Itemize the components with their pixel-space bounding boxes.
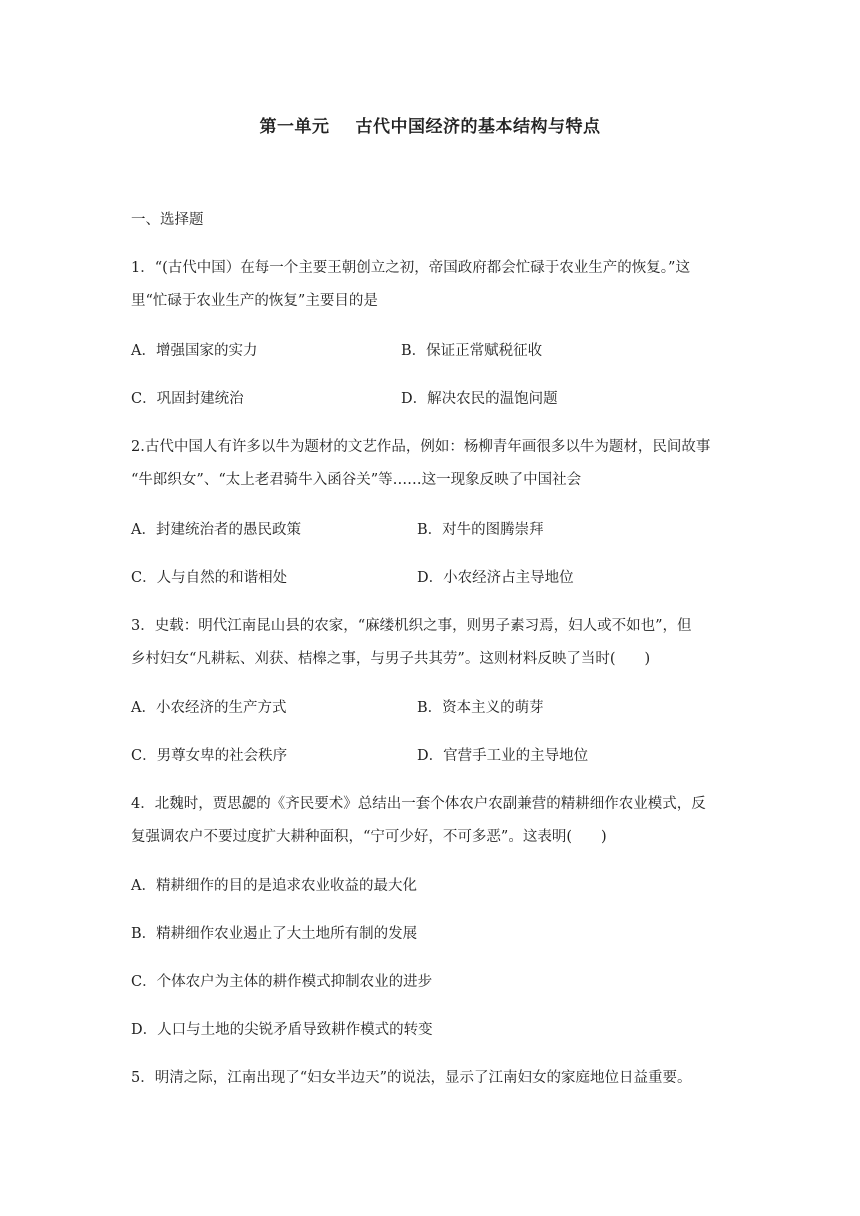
question-4-option-b: B．精耕细作农业遏止了大土地所有制的发展 [131,926,418,942]
question-2-option-a: A．封建统治者的愚民政策 [131,522,301,538]
question-4-option-d: D．人口与土地的尖锐矛盾导致耕作模式的转变 [131,1022,433,1038]
question-2-option-b: B．对牛的图腾崇拜 [417,522,544,538]
question-3-option-d: D．官营手工业的主导地位 [417,748,589,764]
question-4-option-c: C．个体农户为主体的耕作模式抑制农业的进步 [131,974,433,990]
question-5-stem-line-1: 5．明清之际，江南出现了“妇女半边天”的说法，显示了江南妇女的家庭地位日益重要。 [131,1070,692,1086]
question-1-option-c: C．巩固封建统治 [131,391,244,407]
question-3-stem-line-2: 乡村妇女“凡耕耘、刈获、桔槔之事，与男子共其劳”。这则材料反映了当时( ) [131,651,651,667]
question-3-stem-line-1: 3．史载：明代江南昆山县的农家，“麻缕机织之事，则男子素习焉，妇人或不如也”，但 [131,618,692,634]
question-2-stem-line-2: “牛郎织女”、“太上老君骑牛入函谷关”等……这一现象反映了中国社会 [131,472,582,488]
question-1-stem-line-2: 里“忙碌于农业生产的恢复”主要目的是 [131,293,378,309]
question-1-stem-line-1: 1．“(古代中国）在每一个主要王朝创立之初，帝国政府都会忙碌于农业生产的恢复。”这 [131,260,690,276]
question-3-option-b: B．资本主义的萌芽 [417,700,544,716]
question-4-stem-line-1: 4．北魏时，贾思勰的《齐民要术》总结出一套个体农户农副兼营的精耕细作农业模式，反 [131,796,706,812]
question-1-option-b: B．保证正常赋税征收 [401,343,543,359]
question-2-option-c: C．人与自然的和谐相处 [131,570,288,586]
section-heading: 一、选择题 [131,212,204,228]
question-1-option-a: A．增强国家的实力 [131,343,258,359]
question-4-option-a: A．精耕细作的目的是追求农业收益的最大化 [131,878,417,894]
question-2-stem-line-1: 2.古代中国人有许多以牛为题材的文艺作品，例如：杨柳青年画很多以牛为题材，民间故事 [131,439,711,455]
question-3-option-a: A．小农经济的生产方式 [131,700,287,716]
title-topic: 古代中国经济的基本结构与特点 [355,117,601,137]
question-2-option-d: D．小农经济占主导地位 [417,570,574,586]
question-1-option-d: D．解决农民的温饱问题 [401,391,558,407]
question-3-option-c: C．男尊女卑的社会秩序 [131,748,288,764]
title-unit: 第一单元 [259,117,330,137]
question-4-stem-line-2: 复强调农户不要过度扩大耕种面积，“宁可少好，不可多恶”。这表明( ) [131,829,607,845]
page-title [0,112,860,137]
